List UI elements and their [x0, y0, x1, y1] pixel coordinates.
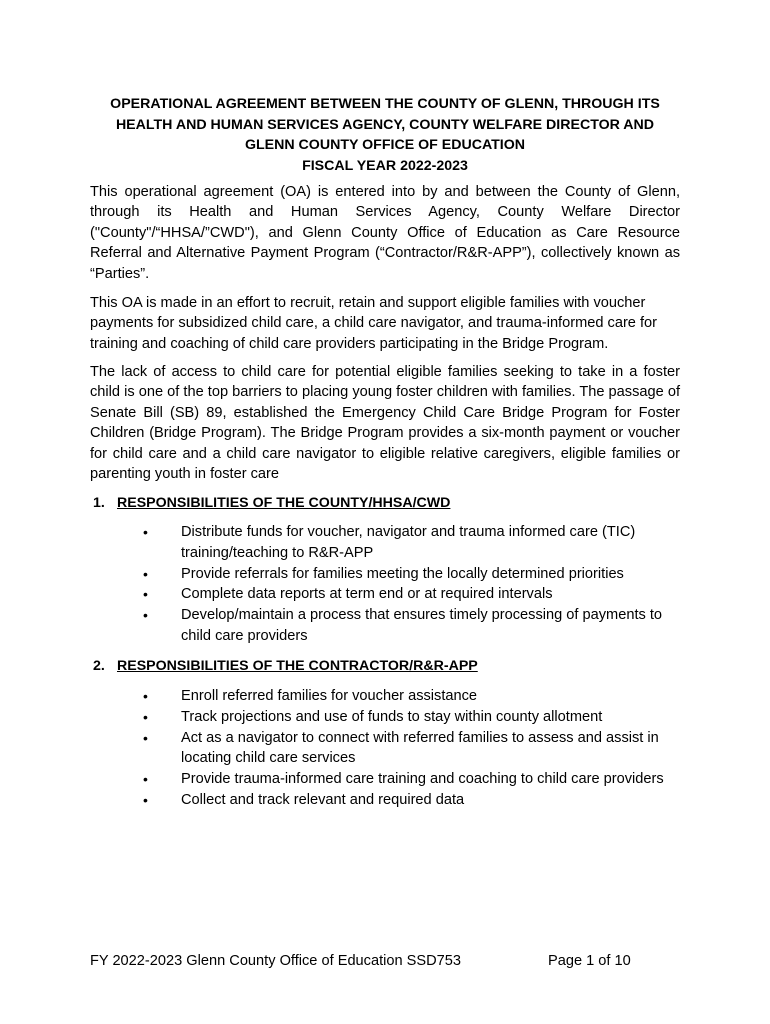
document-title [60, 94, 710, 176]
list-item [0, 564, 681, 585]
bullet-icon: • [143, 524, 148, 540]
section-number: 2. [93, 658, 105, 674]
title-line: GLENN COUNTY OFFICE OF EDUCATION [244, 137, 526, 153]
list-item-text: Distribute funds for voucher, navigator and trauma informed care (TIC) training/teaching to R&R-APP [181, 524, 636, 561]
purpose-paragraph: This OA is made in an effort to recruit, retain and support eligible families with voucher payments for subsidized child care, a child care navigator, and trauma-informed care for training and coaching of child care providers participating in the Bridge Program. [90, 295, 658, 352]
bullet-icon: • [143, 607, 148, 624]
title-line: OPERATIONAL AGREEMENT BETWEEN THE COUNTY OF GLENN, THROUGH ITS [110, 96, 660, 112]
list-item-text: Enroll referred families for voucher assistance [181, 688, 478, 704]
list-item-text: Provide referrals for families meeting the locally determined priorities [181, 565, 624, 582]
section-heading-text: RESPONSIBILITIES OF THE CONTRACTOR/R&R-APP [117, 658, 478, 674]
list-item-text: Provide trauma-informed care training and coaching to child care providers [181, 771, 664, 788]
bullet-icon: • [143, 565, 148, 582]
contractor-responsibilities-list [0, 686, 681, 811]
list-item [0, 790, 681, 811]
list-item-text: Act as a navigator to connect with referred families to assess and assist in locating child care services [181, 729, 659, 767]
footer-document-id: FY 2022-2023 Glenn County Office of Education SSD753 [90, 953, 462, 969]
list-item [0, 522, 681, 564]
list-item [0, 728, 681, 770]
section-heading-contractor [93, 656, 478, 676]
list-item [0, 584, 681, 605]
list-item [0, 707, 681, 728]
bullet-icon: • [143, 791, 148, 808]
list-item [0, 686, 681, 707]
bullet-icon: • [143, 729, 148, 746]
county-responsibilities-list [0, 522, 681, 647]
footer-page-number: Page 1 of 10 [548, 953, 631, 969]
section-heading-text: RESPONSIBILITIES OF THE COUNTY/HHSA/CWD [117, 495, 451, 511]
list-item [0, 769, 681, 790]
list-item-text: Complete data reports at term end or at required intervals [181, 586, 553, 603]
title-line: HEALTH AND HUMAN SERVICES AGENCY, COUNTY WELFARE DIRECTOR AND [115, 116, 655, 133]
list-item-text: Collect and track relevant and required data [181, 791, 465, 808]
bullet-icon: • [143, 771, 148, 788]
bullet-icon: • [143, 708, 148, 725]
intro-paragraph: This operational agreement (OA) is entered into by and between the County of Glenn, through its Health and Human Services Agency, County Welfare Director ("County"/“HHSA/”CWD"), and Glenn County Office of Education as Care Resource Referral and Alternative Payment Program (“Contractor/R&R-APP”), collectively known as “Parties”. [90, 184, 680, 282]
list-item [0, 605, 681, 647]
list-item-text: Track projections and use of funds to stay within county allotment [181, 708, 603, 725]
section-number: 1. [93, 495, 105, 511]
title-line: FISCAL YEAR 2022-2023 [302, 157, 468, 174]
list-item-text: Develop/maintain a process that ensures timely processing of payments to child care providers [181, 607, 663, 644]
bullet-icon: • [143, 586, 148, 603]
bullet-icon: • [143, 688, 148, 704]
background-paragraph: The lack of access to child care for potential eligible families seeking to take in a foster child is one of the top barriers to placing young foster children with families. The passage of Senate Bill (SB) 89, established the Emergency Child Care Bridge Program for Foster Children (Bridge Program). The Bridge Program provides a six-month payment or voucher for child care and a child care navigator to eligible relative caregivers, eligible families or parenting youth in foster care [90, 364, 680, 483]
section-heading-county [93, 493, 450, 513]
